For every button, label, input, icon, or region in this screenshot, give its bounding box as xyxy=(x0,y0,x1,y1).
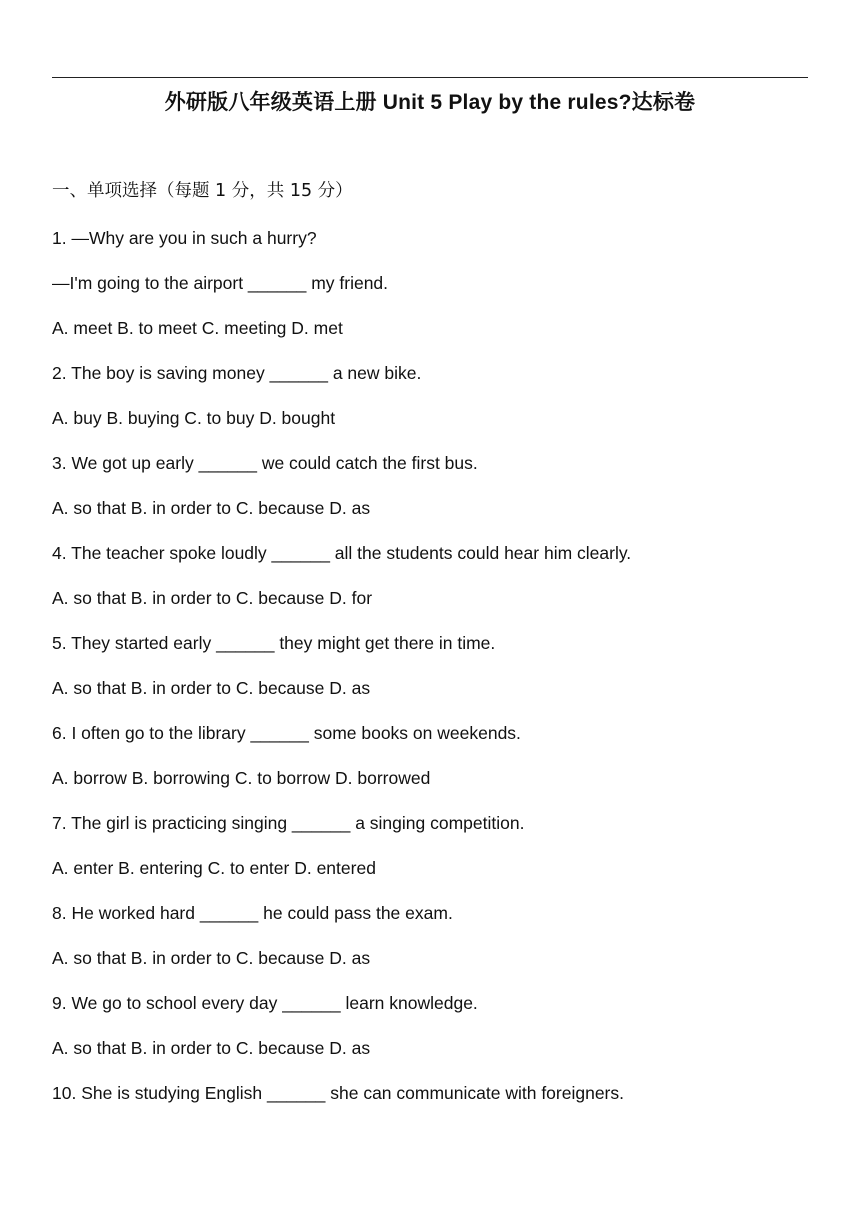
question-3-options: A. so that B. in order to C. because D. as xyxy=(52,498,371,518)
question-list xyxy=(52,224,812,1124)
question-7-options: A. enter B. entering C. to enter D. entered xyxy=(52,858,376,878)
question-5-stem: 5. They started early ______ they might get there in time. xyxy=(52,633,496,653)
document-title: 外研版八年级英语上册 Unit 5 Play by the rules?达标卷 xyxy=(164,91,696,114)
question-7-stem: 7. The girl is practicing singing ______ a singing competition. xyxy=(52,813,525,833)
question-1-reply: —I'm going to the airport ______ my friend. xyxy=(52,273,389,293)
question-10-stem: 10. She is studying English ______ she can communicate with foreigners. xyxy=(52,1083,624,1103)
question-1-stem: 1. —Why are you in such a hurry? xyxy=(52,228,317,248)
question-4-options: A. so that B. in order to C. because D. for xyxy=(52,588,373,608)
question-1-options: A. meet B. to meet C. meeting D. met xyxy=(52,318,343,338)
question-9-options: A. so that B. in order to C. because D. as xyxy=(52,1038,371,1058)
question-8-stem: 8. He worked hard ______ he could pass the exam. xyxy=(52,903,453,923)
question-3-stem: 3. We got up early ______ we could catch the first bus. xyxy=(52,453,478,473)
question-6-stem: 6. I often go to the library ______ some books on weekends. xyxy=(52,723,521,743)
question-9-stem: 9. We go to school every day ______ learn knowledge. xyxy=(52,993,478,1013)
question-4-stem: 4. The teacher spoke loudly ______ all the students could hear him clearly. xyxy=(52,543,632,563)
question-6-options: A. borrow B. borrowing C. to borrow D. borrowed xyxy=(52,768,431,788)
question-5-options: A. so that B. in order to C. because D. as xyxy=(52,678,371,698)
question-8-options: A. so that B. in order to C. because D. as xyxy=(52,948,371,968)
section-heading: 一、单项选择（每题 1 分，共 15 分） xyxy=(52,181,353,201)
header-rule xyxy=(52,77,808,78)
question-2-options: A. buy B. buying C. to buy D. bought xyxy=(52,408,336,428)
question-2-stem: 2. The boy is saving money ______ a new bike. xyxy=(52,363,422,383)
